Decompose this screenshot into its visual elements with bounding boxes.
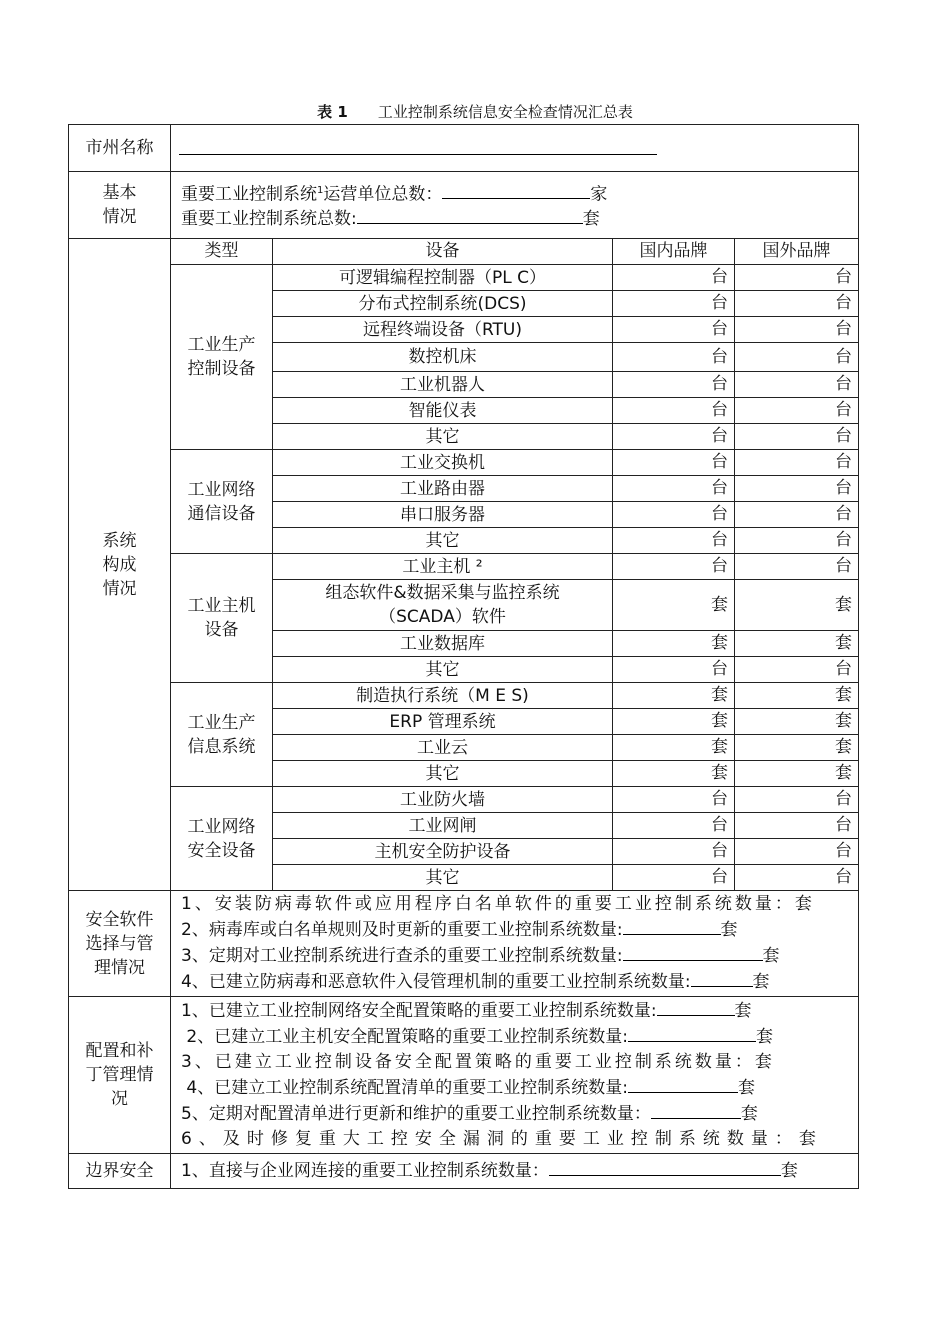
foreign-count-cell[interactable]: 套 xyxy=(735,631,859,657)
foreign-count-cell[interactable]: 台 xyxy=(735,528,859,554)
system-count-line xyxy=(181,206,852,231)
summary-table-body xyxy=(69,125,859,1189)
domestic-count-cell[interactable]: 台 xyxy=(613,528,735,554)
config-line-1 xyxy=(181,998,850,1024)
boundary-line-1-text: 1、直接与企业网连接的重要工业控制系统数量： xyxy=(181,1161,549,1181)
foreign-count-cell[interactable]: 台 xyxy=(735,657,859,683)
device-name: 远程终端设备（RTU) xyxy=(273,317,613,343)
device-name: 其它 xyxy=(273,424,613,450)
foreign-count-cell[interactable]: 台 xyxy=(735,291,859,317)
device-type-label: 工业生产 信息系统 xyxy=(171,683,273,787)
domestic-count-cell[interactable]: 台 xyxy=(613,343,735,372)
config-label: 配置和补 丁管理情 况 xyxy=(69,997,171,1154)
domestic-count-cell[interactable]: 台 xyxy=(613,813,735,839)
software-line-3 xyxy=(181,943,850,969)
domestic-count-cell[interactable]: 套 xyxy=(613,631,735,657)
config-line-5-text: 5、定期对配置清单进行更新和维护的重要工业控制系统数量： xyxy=(181,1104,651,1124)
basic-content xyxy=(171,172,859,239)
caption-text: 工业控制系统信息安全检查情况汇总表 xyxy=(377,103,633,121)
foreign-count-cell[interactable]: 台 xyxy=(735,372,859,398)
header-foreign: 国外品牌 xyxy=(735,239,859,265)
device-name: 可逻辑编程控制器（PL C） xyxy=(273,265,613,291)
config-blank-5[interactable] xyxy=(651,1101,741,1119)
boundary-content xyxy=(171,1154,859,1189)
domestic-count-cell[interactable]: 台 xyxy=(613,839,735,865)
config-line-4-text: 4、已建立工业控制系统配置清单的重要工业控制系统数量: xyxy=(181,1078,628,1098)
footnote-1: 1 xyxy=(317,184,324,196)
domestic-count-cell[interactable]: 台 xyxy=(613,787,735,813)
config-blank-1[interactable] xyxy=(657,998,735,1016)
device-name: 工业交换机 xyxy=(273,450,613,476)
boundary-row xyxy=(69,1154,859,1189)
domestic-count-cell[interactable]: 套 xyxy=(613,709,735,735)
unit: 套 xyxy=(780,1161,798,1181)
foreign-count-cell[interactable]: 台 xyxy=(735,865,859,891)
device-name: 工业云 xyxy=(273,735,613,761)
system-count-blank[interactable] xyxy=(357,206,583,224)
header-domestic: 国内品牌 xyxy=(613,239,735,265)
device-name: 数控机床 xyxy=(273,343,613,372)
device-name: 其它 xyxy=(273,865,613,891)
foreign-count-cell[interactable]: 套 xyxy=(735,709,859,735)
domestic-count-cell[interactable]: 套 xyxy=(613,761,735,787)
domestic-count-cell[interactable]: 台 xyxy=(613,554,735,580)
summary-table xyxy=(68,124,859,1189)
config-line-1-text: 1、已建立工业控制网络安全配置策略的重要工业控制系统数量: xyxy=(181,1001,657,1021)
foreign-count-cell[interactable]: 台 xyxy=(735,343,859,372)
domestic-count-cell[interactable]: 台 xyxy=(613,265,735,291)
device-name: 工业主机 ² xyxy=(273,554,613,580)
foreign-count-cell[interactable]: 台 xyxy=(735,813,859,839)
config-line-5 xyxy=(181,1101,850,1127)
foreign-count-cell[interactable]: 台 xyxy=(735,265,859,291)
device-name: 其它 xyxy=(273,761,613,787)
domestic-count-cell[interactable]: 台 xyxy=(613,450,735,476)
device-name: 工业路由器 xyxy=(273,476,613,502)
device-row xyxy=(69,450,859,476)
software-blank-4[interactable] xyxy=(691,969,753,987)
device-row xyxy=(69,554,859,580)
domestic-count-cell[interactable]: 台 xyxy=(613,372,735,398)
config-line-2 xyxy=(181,1024,850,1050)
boundary-blank-1[interactable] xyxy=(549,1158,781,1176)
basic-label: 基本 情况 xyxy=(69,172,171,239)
software-content xyxy=(171,891,859,997)
device-name: 工业机器人 xyxy=(273,372,613,398)
device-name: 分布式控制系统(DCS) xyxy=(273,291,613,317)
unit: 套 xyxy=(720,920,738,940)
device-type-label: 工业主机 设备 xyxy=(171,554,273,683)
city-row xyxy=(69,125,859,172)
config-line-6: 6、及时修复重大工控安全漏洞的重要工业控制系统数量：套 xyxy=(181,1129,823,1149)
foreign-count-cell[interactable]: 台 xyxy=(735,450,859,476)
unit: 套 xyxy=(762,946,780,966)
header-type: 类型 xyxy=(171,239,273,265)
domestic-count-cell[interactable]: 套 xyxy=(613,735,735,761)
unit: 套 xyxy=(740,1104,758,1124)
device-name: 其它 xyxy=(273,528,613,554)
device-name: 工业数据库 xyxy=(273,631,613,657)
composition-label: 系统 构成 情况 xyxy=(69,239,171,891)
config-content xyxy=(171,997,859,1154)
operator-count-unit: 家 xyxy=(590,184,608,205)
device-name: 主机安全防护设备 xyxy=(273,839,613,865)
foreign-count-cell[interactable]: 台 xyxy=(735,787,859,813)
foreign-count-cell[interactable]: 台 xyxy=(735,317,859,343)
config-blank-4[interactable] xyxy=(628,1075,738,1093)
domestic-count-cell[interactable]: 台 xyxy=(613,865,735,891)
device-type-label: 工业网络 通信设备 xyxy=(171,450,273,554)
system-count-text: 重要工业控制系统总数: xyxy=(181,209,357,230)
software-line-1: 1、安装防病毒软件或应用程序白名单软件的重要工业控制系统数量：套 xyxy=(181,894,815,914)
city-label: 市州名称 xyxy=(69,125,171,172)
unit: 套 xyxy=(734,1001,752,1021)
caption-number: 表 1 xyxy=(317,103,348,121)
boundary-label: 边界安全 xyxy=(69,1154,171,1189)
device-name: 串口服务器 xyxy=(273,502,613,528)
device-row xyxy=(69,683,859,709)
operator-count-text-2: 运营单位总数： xyxy=(323,184,443,205)
device-name: 工业防火墙 xyxy=(273,787,613,813)
operator-count-text: 重要工业控制系统 xyxy=(181,184,317,205)
software-line-3-text: 3、定期对工业控制系统进行查杀的重要工业控制系统数量: xyxy=(181,946,623,966)
system-count-unit: 套 xyxy=(582,209,600,230)
domestic-count-cell[interactable]: 台 xyxy=(613,657,735,683)
domestic-count-cell[interactable]: 台 xyxy=(613,476,735,502)
config-line-2-text: 2、已建立工业主机安全配置策略的重要工业控制系统数量: xyxy=(181,1027,628,1047)
boundary-line-1 xyxy=(181,1158,850,1184)
software-label: 安全软件 选择与管 理情况 xyxy=(69,891,171,997)
software-row xyxy=(69,891,859,997)
foreign-count-cell[interactable]: 台 xyxy=(735,502,859,528)
domestic-count-cell[interactable]: 台 xyxy=(613,317,735,343)
device-name: ERP 管理系统 xyxy=(273,709,613,735)
unit: 套 xyxy=(752,972,770,992)
device-name: 组态软件&数据采集与监控系统 （SCADA）软件 xyxy=(273,580,613,631)
config-line-3: 3、已建立工业控制设备安全配置策略的重要工业控制系统数量：套 xyxy=(181,1052,775,1072)
operator-count-blank[interactable] xyxy=(442,181,590,199)
city-value-cell[interactable] xyxy=(171,125,859,172)
composition-header-row xyxy=(69,239,859,265)
table-caption xyxy=(0,101,950,123)
city-name-blank[interactable] xyxy=(179,137,657,155)
basic-row xyxy=(69,172,859,239)
software-line-4-text: 4、已建立防病毒和恶意软件入侵管理机制的重要工业控制系统数量: xyxy=(181,972,691,992)
software-blank-2[interactable] xyxy=(623,917,721,935)
config-line-4 xyxy=(181,1075,850,1101)
foreign-count-cell[interactable]: 台 xyxy=(735,398,859,424)
software-blank-3[interactable] xyxy=(623,943,763,961)
domestic-count-cell[interactable]: 套 xyxy=(613,683,735,709)
foreign-count-cell[interactable]: 套 xyxy=(735,683,859,709)
device-name: 智能仪表 xyxy=(273,398,613,424)
software-line-2-text: 2、病毒库或白名单规则及时更新的重要工业控制系统数量: xyxy=(181,920,623,940)
foreign-count-cell[interactable]: 台 xyxy=(735,839,859,865)
unit: 套 xyxy=(755,1027,773,1047)
device-type-label: 工业网络 安全设备 xyxy=(171,787,273,891)
config-blank-2[interactable] xyxy=(628,1024,756,1042)
foreign-count-cell[interactable]: 套 xyxy=(735,580,859,631)
domestic-count-cell[interactable]: 台 xyxy=(613,398,735,424)
domestic-count-cell[interactable]: 台 xyxy=(613,502,735,528)
foreign-count-cell[interactable]: 套 xyxy=(735,735,859,761)
device-type-label: 工业生产 控制设备 xyxy=(171,265,273,450)
domestic-count-cell[interactable]: 台 xyxy=(613,291,735,317)
header-device: 设备 xyxy=(273,239,613,265)
device-name: 其它 xyxy=(273,657,613,683)
operator-count-line xyxy=(181,179,852,207)
config-row xyxy=(69,997,859,1154)
domestic-count-cell[interactable]: 台 xyxy=(613,424,735,450)
device-name: 制造执行系统（M E S) xyxy=(273,683,613,709)
foreign-count-cell[interactable]: 台 xyxy=(735,476,859,502)
foreign-count-cell[interactable]: 套 xyxy=(735,761,859,787)
software-line-4 xyxy=(181,969,850,995)
unit: 套 xyxy=(737,1078,755,1098)
device-row xyxy=(69,265,859,291)
domestic-count-cell[interactable]: 套 xyxy=(613,580,735,631)
foreign-count-cell[interactable]: 台 xyxy=(735,554,859,580)
device-name: 工业网闸 xyxy=(273,813,613,839)
device-row xyxy=(69,787,859,813)
foreign-count-cell[interactable]: 台 xyxy=(735,424,859,450)
software-line-2 xyxy=(181,917,850,943)
